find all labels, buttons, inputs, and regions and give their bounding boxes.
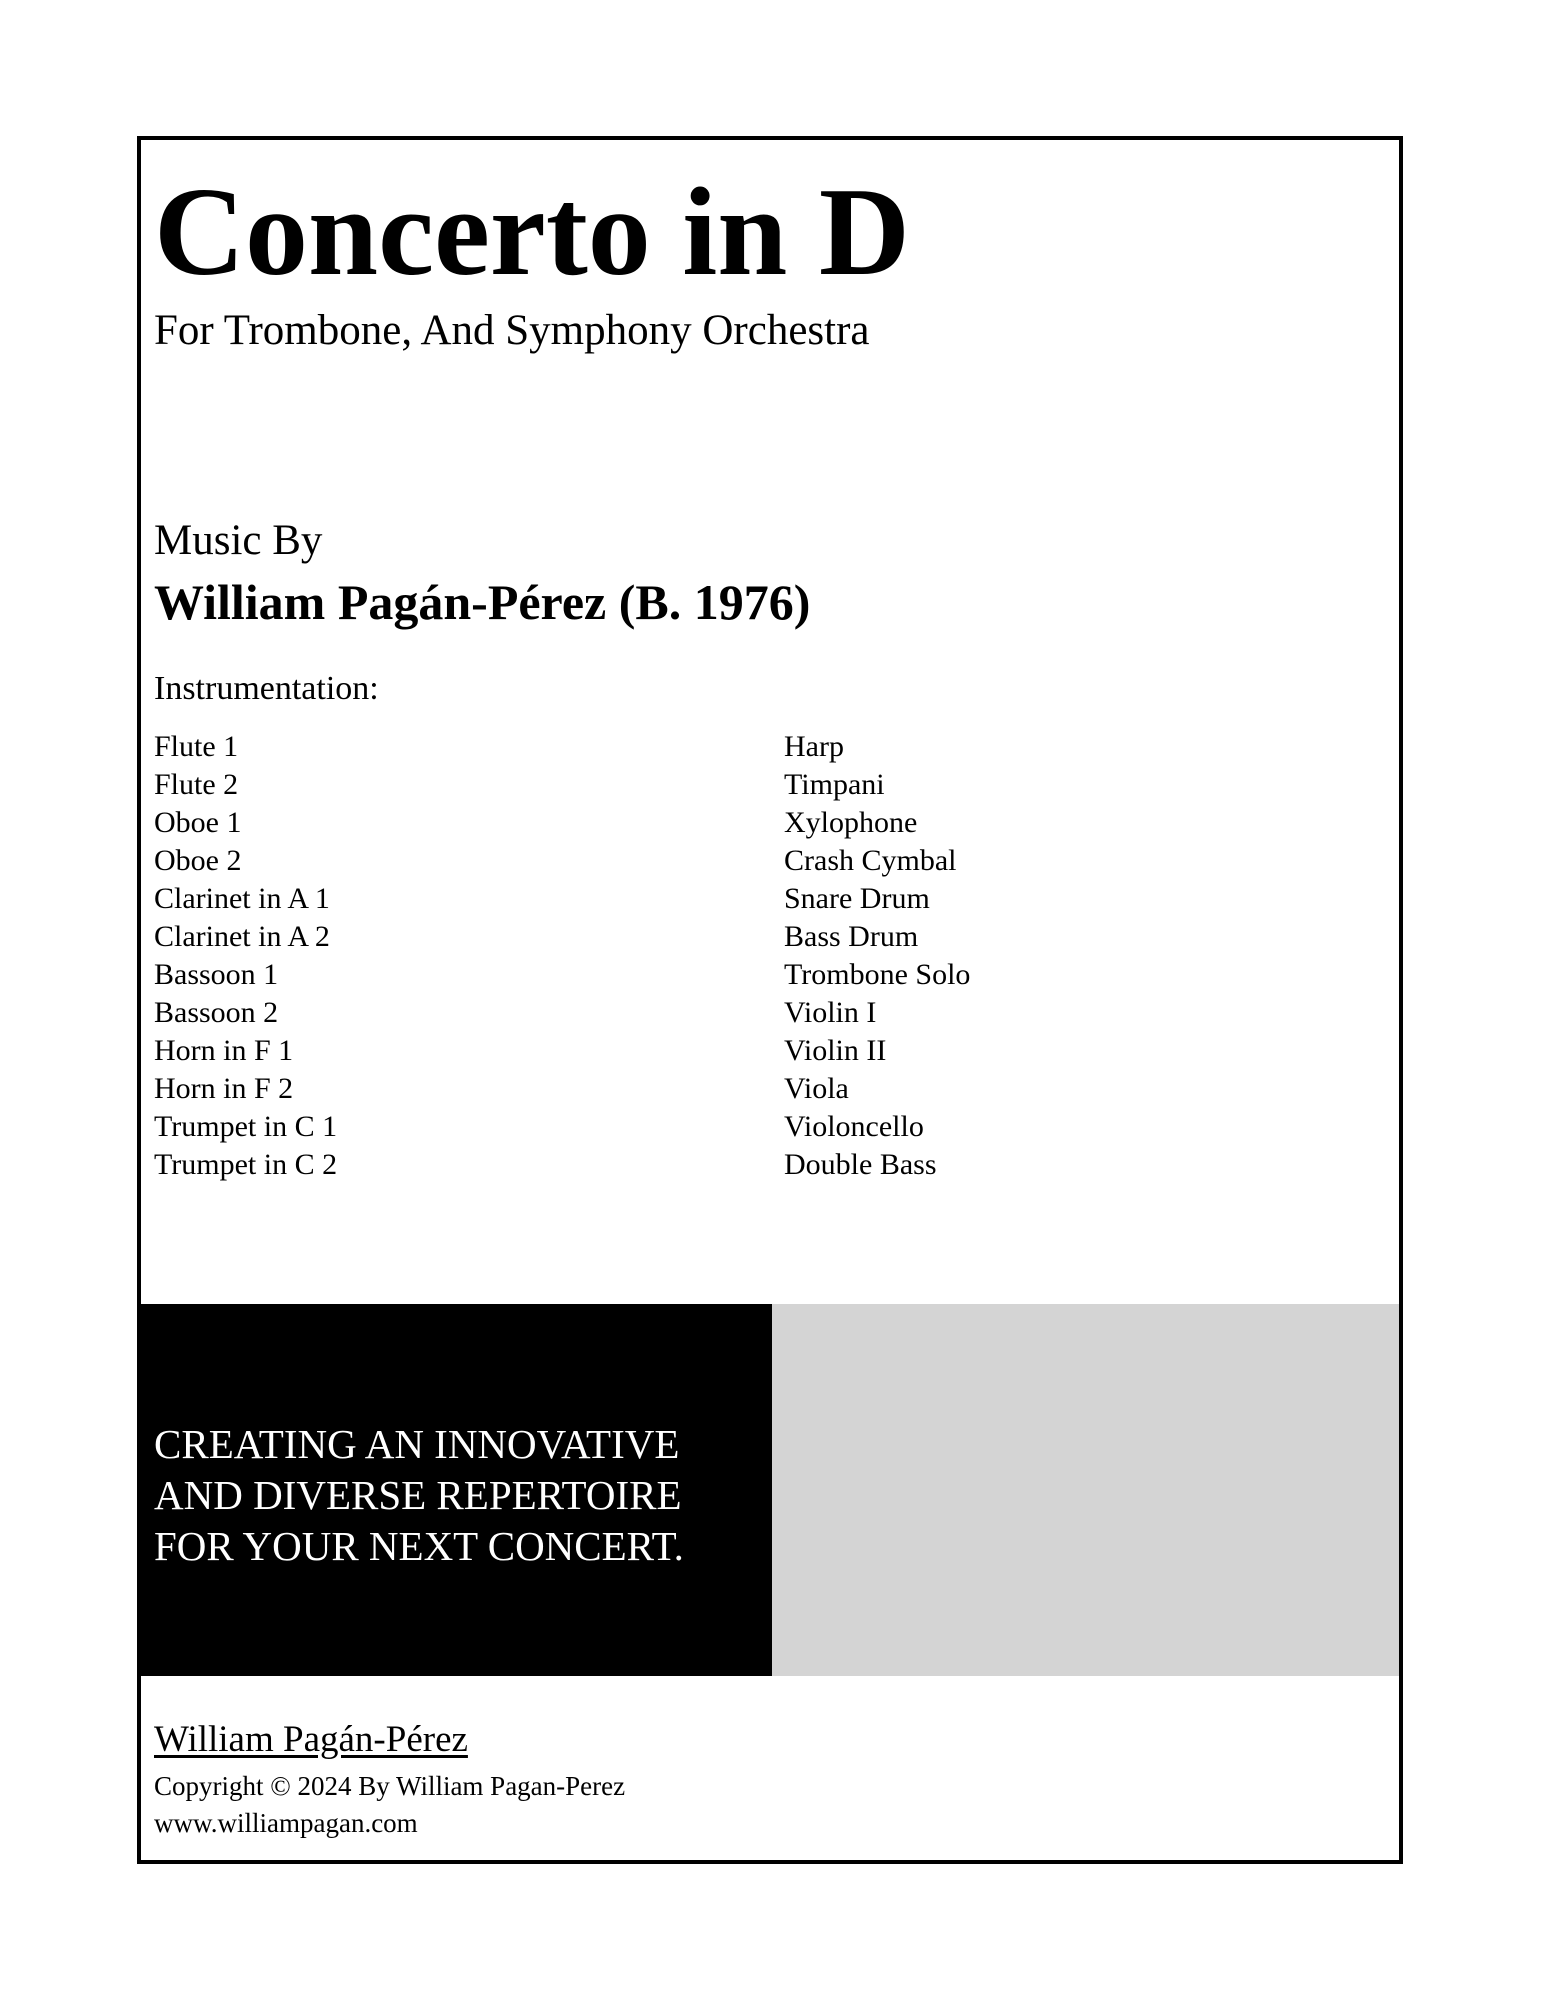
gray-band — [772, 1304, 1403, 1676]
tagline — [154, 1419, 684, 1572]
instrument-item: Horn in F 1 — [154, 1034, 294, 1067]
copyright-notice: Copyright © 2024 By William Pagan-Perez — [154, 1771, 626, 1801]
website-link[interactable]: www.williampagan.com — [154, 1808, 418, 1838]
instrument-item: Oboe 1 — [154, 806, 242, 839]
tagline-line: AND DIVERSE REPERTOIRE — [154, 1472, 682, 1518]
instrument-item: Trombone Solo — [784, 958, 971, 991]
instrument-item: Violin II — [784, 1034, 887, 1067]
instrumentation-label: Instrumentation: — [154, 670, 379, 707]
instrument-item: Flute 1 — [154, 730, 239, 763]
publisher-link[interactable]: William Pagán-Pérez — [154, 1719, 468, 1760]
composer-name: William Pagán-Pérez (B. 1976) — [154, 574, 811, 630]
instrument-item: Viola — [784, 1072, 849, 1105]
cover-frame — [137, 136, 1403, 1864]
instrument-item: Harp — [784, 730, 844, 763]
tagline-line: CREATING AN INNOVATIVE — [154, 1421, 680, 1467]
instrument-item: Clarinet in A 1 — [154, 882, 330, 915]
instrument-item: Timpani — [784, 768, 885, 801]
instrument-item: Bass Drum — [784, 920, 919, 953]
instrument-item: Double Bass — [784, 1148, 937, 1181]
instrument-item: Flute 2 — [154, 768, 239, 801]
music-by-label: Music By — [154, 517, 323, 564]
instrument-item: Trumpet in C 1 — [154, 1110, 338, 1143]
subtitle: For Trombone, And Symphony Orchestra — [154, 307, 870, 354]
instrument-item: Crash Cymbal — [784, 844, 957, 877]
page-title: Concerto in D — [154, 163, 910, 302]
instrument-item: Violoncello — [784, 1110, 924, 1143]
instrument-item: Bassoon 2 — [154, 996, 279, 1029]
instrument-item: Xylophone — [784, 806, 918, 839]
tagline-line: FOR YOUR NEXT CONCERT. — [154, 1523, 684, 1569]
instrument-item: Snare Drum — [784, 882, 930, 915]
instrument-item: Horn in F 2 — [154, 1072, 294, 1105]
tagline-band — [141, 1304, 772, 1676]
instrument-item: Trumpet in C 2 — [154, 1148, 338, 1181]
instrument-list-right — [784, 728, 970, 1184]
instrument-item: Oboe 2 — [154, 844, 242, 877]
instrument-item: Clarinet in A 2 — [154, 920, 330, 953]
instrument-item: Violin I — [784, 996, 877, 1029]
instrument-list-left — [154, 728, 337, 1184]
instrument-item: Bassoon 1 — [154, 958, 279, 991]
